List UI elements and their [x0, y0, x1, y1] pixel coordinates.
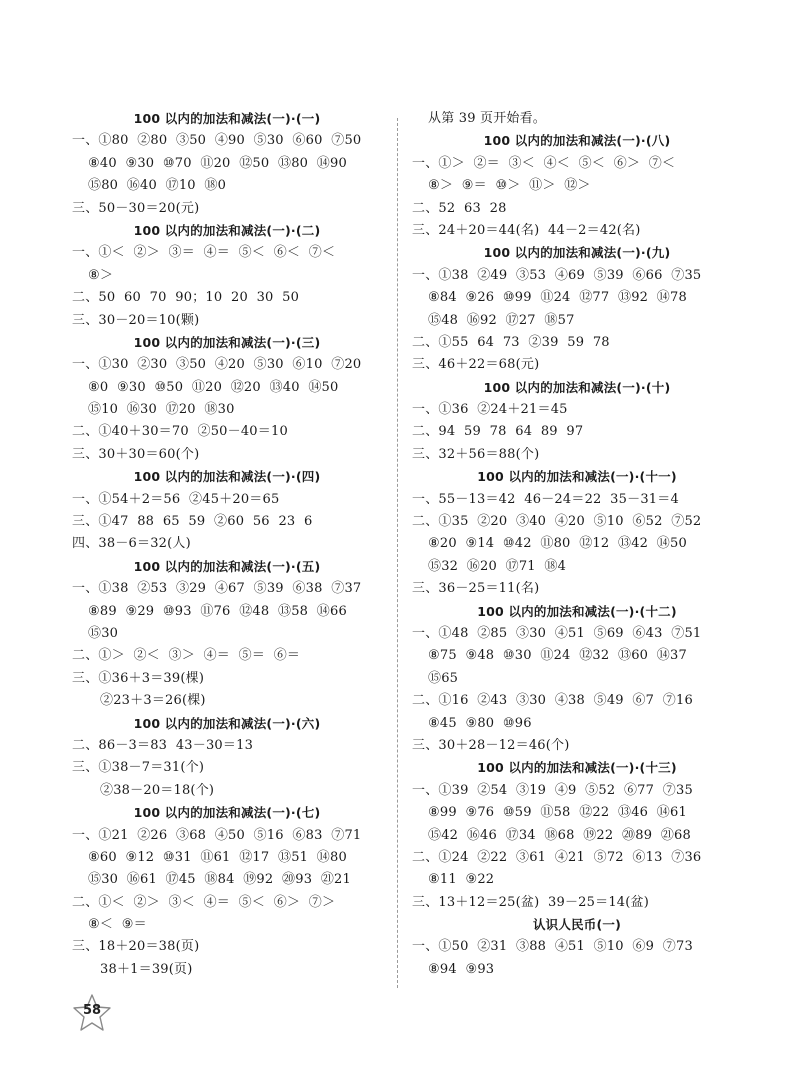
answer-line: 二、①55 64 73 ②39 59 78	[412, 334, 610, 350]
answer-line: ⑮30	[88, 625, 119, 641]
answer-line: 三、36－25＝11(名)	[412, 581, 540, 597]
answer-line: 一、①＞ ②＝ ③＜ ④＜ ⑤＜ ⑥＞ ⑦＜	[412, 155, 676, 171]
section-title: 100 以内的加法和减法(一)·(十二)	[477, 603, 677, 619]
answer-line: 三、18＋20＝38(页)	[72, 939, 200, 955]
answer-line: ⑮42 ⑯46 ⑰34 ⑱68 ⑲22 ⑳89 ㉑68	[428, 827, 691, 843]
answer-line: 三、30＋30＝60(个)	[72, 446, 200, 462]
answer-line: ⑮30 ⑯61 ⑰45 ⑱84 ⑲92 ⑳93 ㉑21	[88, 872, 351, 888]
answer-line: ⑮32 ⑯20 ⑰71 ⑱4	[428, 558, 567, 574]
answer-line: 三、13＋12＝25(盆) 39－25＝14(盆)	[412, 894, 650, 910]
answer-line: ⑧＜ ⑨＝	[88, 917, 147, 933]
answer-line: 一、55－13＝42 46－24＝22 35－31＝4	[412, 491, 679, 507]
answer-line: ⑧20 ⑨14 ⑩42 ⑪80 ⑫12 ⑬42 ⑭50	[428, 536, 687, 552]
answer-line: ⑧＞ ⑨＝ ⑩＞ ⑪＞ ⑫＞	[428, 178, 591, 194]
answer-line: 三、①47 88 65 59 ②60 56 23 6	[72, 514, 313, 530]
section-title: 100 以内的加法和减法(一)·(九)	[483, 245, 671, 261]
section-title: 100 以内的加法和减法(一)·(六)	[133, 715, 321, 731]
answer-line: ⑧94 ⑨93	[428, 961, 495, 977]
answer-line: ⑧0 ⑨30 ⑩50 ⑪20 ⑫20 ⑬40 ⑭50	[88, 379, 339, 395]
answer-line: 二、①35 ②20 ③40 ④20 ⑤10 ⑥52 ⑦52	[412, 514, 702, 530]
answer-line: 二、50 60 70 90；10 20 30 50	[72, 290, 300, 306]
answer-line: 三、24＋20＝44(名) 44－2＝42(名)	[412, 222, 641, 238]
section-title: 100 以内的加法和减法(一)·(二)	[133, 222, 321, 238]
answer-line: ⑧＞	[88, 267, 114, 283]
answer-line: ⑮48 ⑯92 ⑰27 ⑱57	[428, 312, 575, 328]
answer-line: 一、①80 ②80 ③50 ④90 ⑤30 ⑥60 ⑦50	[72, 133, 362, 149]
answer-line: ⑧60 ⑨12 ⑩31 ⑪61 ⑫17 ⑬51 ⑭80	[88, 849, 347, 865]
answer-line: 一、①36 ②24＋21＝45	[412, 402, 568, 418]
answer-line: 三、50－30＝20(元)	[72, 200, 200, 216]
answer-line: 二、①＞ ②＜ ③＞ ④＝ ⑤＝ ⑥＝	[72, 648, 301, 664]
right-column	[412, 108, 742, 981]
answer-line: 一、①50 ②31 ③88 ④51 ⑤10 ⑥9 ⑦73	[412, 939, 693, 955]
answer-line: 一、①21 ②26 ③68 ④50 ⑤16 ⑥83 ⑦71	[72, 827, 362, 843]
section-title: 100 以内的加法和减法(一)·(三)	[133, 334, 321, 350]
answer-line: 一、①38 ②49 ③53 ④69 ⑤39 ⑥66 ⑦35	[412, 267, 702, 283]
answer-line: 38＋1＝39(页)	[100, 961, 193, 977]
answer-line: ⑧89 ⑨29 ⑩93 ⑪76 ⑫48 ⑬58 ⑭66	[88, 603, 347, 619]
answer-line: ②38－20＝18(个)	[100, 782, 215, 798]
answer-line: ⑮10 ⑯30 ⑰20 ⑱30	[88, 402, 235, 418]
section-title: 100 以内的加法和减法(一)·(八)	[483, 133, 671, 149]
section-title: 认识人民币(一)	[532, 917, 622, 933]
answer-line: 三、46＋22＝68(元)	[412, 357, 540, 373]
answer-line: 三、30－20＝10(颗)	[72, 312, 200, 328]
section-title: 100 以内的加法和减法(一)·(四)	[133, 469, 321, 485]
answer-line: 二、94 59 78 64 89 97	[412, 424, 584, 440]
answer-line: 一、①48 ②85 ③30 ④51 ⑤69 ⑥43 ⑦51	[412, 625, 702, 641]
section-title: 100 以内的加法和减法(一)·(五)	[133, 558, 321, 574]
page-number-badge	[72, 994, 112, 1032]
answer-line: ⑧84 ⑨26 ⑩99 ⑪24 ⑫77 ⑬92 ⑭78	[428, 290, 687, 306]
answer-line: 一、①＜ ②＞ ③＝ ④＝ ⑤＜ ⑥＜ ⑦＜	[72, 245, 336, 261]
section-title: 100 以内的加法和减法(一)·(十)	[483, 379, 671, 395]
answer-line: 一、①30 ②30 ③50 ④20 ⑤30 ⑥10 ⑦20	[72, 357, 362, 373]
answer-line: ②23＋3＝26(棵)	[100, 693, 206, 709]
answer-line: ⑧45 ⑨80 ⑩96	[428, 715, 532, 731]
answer-line: ⑧40 ⑨30 ⑩70 ⑪20 ⑫50 ⑬80 ⑭90	[88, 155, 347, 171]
answer-line: 三、32＋56＝88(个)	[412, 446, 540, 462]
answer-line: 三、①36＋3＝39(棵)	[72, 670, 205, 686]
answer-line: ⑧11 ⑨22	[428, 872, 495, 888]
section-title: 100 以内的加法和减法(一)·(十一)	[477, 469, 677, 485]
answer-line: ⑮80 ⑯40 ⑰10 ⑱0	[88, 178, 227, 194]
answer-line: 一、①39 ②54 ③19 ④9 ⑤52 ⑥77 ⑦35	[412, 782, 693, 798]
answer-line: ⑧75 ⑨48 ⑩30 ⑪24 ⑫32 ⑬60 ⑭37	[428, 648, 687, 664]
section-title: 100 以内的加法和减法(一)·(七)	[133, 805, 321, 821]
answer-line: 三、30＋28－12＝46(个)	[412, 737, 570, 753]
answer-line: 四、38－6＝32(人)	[72, 536, 191, 552]
answer-line: 一、①54＋2＝56 ②45＋20＝65	[72, 491, 280, 507]
answer-line: 一、①38 ②53 ③29 ④67 ⑤39 ⑥38 ⑦37	[72, 581, 362, 597]
column-divider	[397, 118, 398, 988]
answer-line: 三、①38－7＝31(个)	[72, 760, 205, 776]
answer-line: ⑧99 ⑨76 ⑩59 ⑪58 ⑫22 ⑬46 ⑭61	[428, 805, 687, 821]
answer-line: ⑮65	[428, 670, 459, 686]
answer-line: 二、①24 ②22 ③61 ④21 ⑤72 ⑥13 ⑦36	[412, 849, 702, 865]
answer-line: 二、①16 ②43 ③30 ④38 ⑤49 ⑥7 ⑦16	[412, 693, 693, 709]
left-column	[72, 108, 382, 981]
section-title: 100 以内的加法和减法(一)·(十三)	[477, 760, 677, 776]
page-number: 58	[82, 1003, 102, 1018]
answer-line: 二、52 63 28	[412, 200, 507, 216]
answer-line: 二、①40＋30＝70 ②50－40＝10	[72, 424, 288, 440]
answer-line: 二、86－3＝83 43－30＝13	[72, 737, 254, 753]
section-title: 100 以内的加法和减法(一)·(一)	[133, 111, 321, 126]
answer-line: 二、①＜ ②＞ ③＜ ④＝ ⑤＜ ⑥＞ ⑦＞	[72, 894, 336, 910]
answer-line: 从第 39 页开始看。	[428, 111, 547, 126]
